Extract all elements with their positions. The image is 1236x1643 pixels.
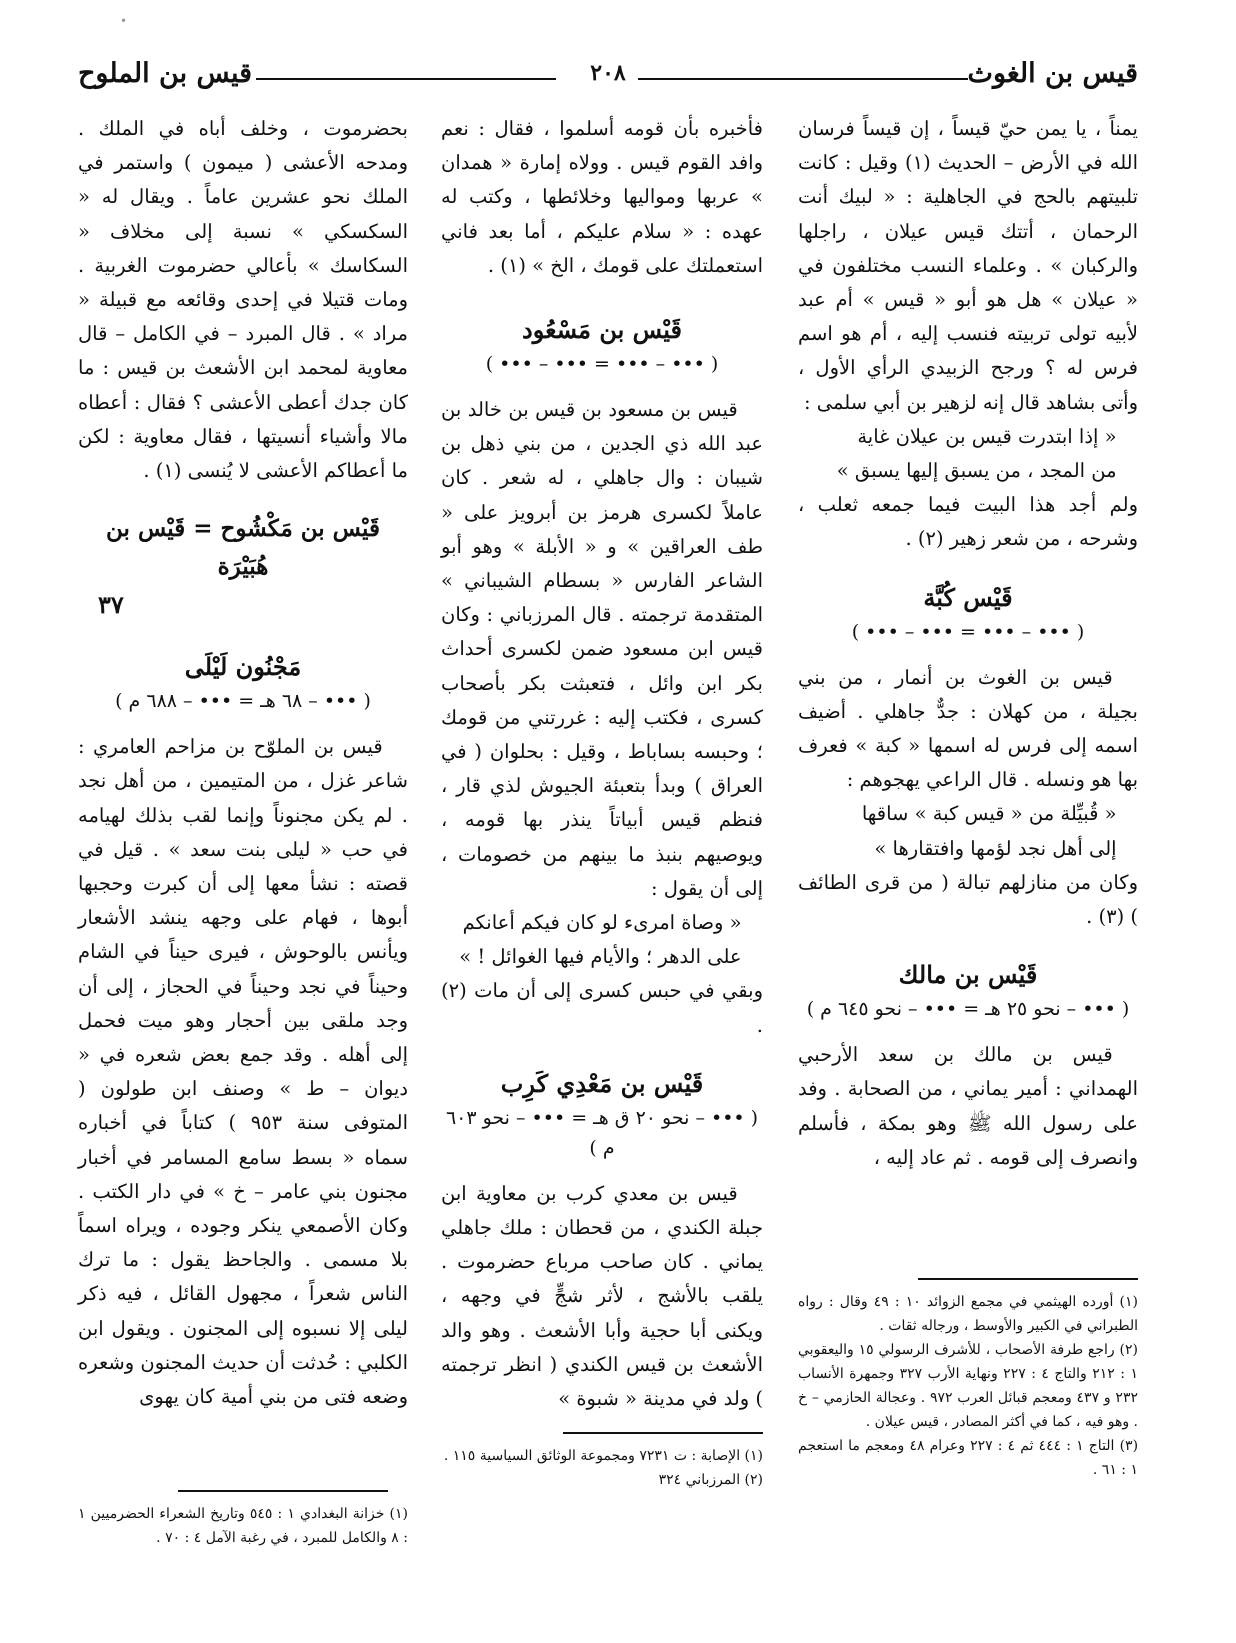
verse-line: على الدهر ؛ والأيام فيها الغوائل ! » — [459, 945, 742, 969]
column-right — [798, 112, 1138, 1175]
footnote-rule — [178, 1490, 388, 1492]
entry-dates: ( ••• – ٦٨ هـ = ••• – ٦٨٨ م ) — [115, 690, 371, 713]
footnotes-middle — [441, 1444, 763, 1492]
entry-title: قَيْس بن مَعْدِي كَرِب — [500, 1068, 704, 1098]
cross-reference: قَيْس بن مَكْشُوح = قَيْس بن هُبَيْرَة — [106, 515, 380, 581]
verse-line: إلى أهل نجد لؤمها وافتقارها » — [874, 836, 1117, 860]
header-rule-left — [256, 78, 556, 80]
entry-title: مَجْنُون لَيْلَى — [184, 652, 302, 682]
verse-line: « إذا ابتدرت قيس بن عيلان غاية — [857, 424, 1117, 448]
entry-dates: ( ••• – ••• = ••• – ••• ) — [851, 620, 1085, 643]
entry-title: قَيْس بن مَسْعُود — [522, 315, 682, 345]
footnote: (١) خزانة البغدادي ١ : ٥٤٥ وتاريخ الشعراء الحضرميين ١ : ٨ والكامل للمبرد ، في رغبة الآمل ٤ : ٧٠ . — [78, 1506, 408, 1546]
paragraph: وكان من منازلهم تبالة ( من قرى الطائف ) (٣) . — [798, 870, 1138, 929]
column-middle — [441, 112, 763, 1416]
footnote: (١) أورده الهيثمي في مجمع الزوائد ١٠ : ٤٩ وقال : رواه الطبراني في الكبير والأوسط ، ورجاله ثقات . — [798, 1294, 1138, 1334]
paragraph: وبقي في حبس كسرى إلى أن مات (٢) . — [441, 979, 763, 1037]
running-head-left: قيس بن الملوح — [78, 58, 252, 89]
entry-dates: ( ••• – نحو ٢٠ ق هـ = ••• – نحو ٦٠٣ م ) — [445, 1106, 759, 1159]
column-left — [78, 112, 408, 1414]
entry-dates: ( ••• – نحو ٢٥ هـ = ••• – نحو ٦٤٥ م ) — [806, 998, 1130, 1021]
entry-title: قَيْس بن مالك — [898, 960, 1038, 990]
running-head-right: قيس بن الغوث — [967, 58, 1138, 89]
footnote-rule — [918, 1278, 1138, 1280]
entry-text: قيس بن مالك بن سعد الأرحبي الهمداني : أمير يماني ، من الصحابة . وفد على رسول الله ﷺ وهو بمكة ، فأسلم وانصرف إلى قومه . ثم عاد إليه ، — [798, 1043, 1138, 1169]
entry-text: قيس بن الغوث بن أنمار ، من بني بجيلة ، من كهلان : جدٌّ جاهلي . أضيف اسمه إلى فرس له اسمها « كبة » فعرف بها هو ونسله . قال الراعي يهجوهم : — [798, 665, 1138, 792]
verse-line: من المجد ، من يسبق إليها يسبق » — [836, 459, 1117, 483]
header-rule-right — [638, 78, 968, 80]
footnote: (٢) راجع طرفة الأصحاب ، للأشرف الرسولي ١٥ واليعقوبي ١ : ٢١٢ والتاج ٤ : ٢٢٧ ونهاية الأرب ٣٢٧ وجمهرة الأنساب ٢٣٢ و ٤٣٧ ومعجم قبائل العرب ٩٧٢ . وعجالة الحازمي – خ . وهو فيه ، كما في أكثر المصادر ، قيس عيلان . — [798, 1342, 1138, 1430]
continued-text: فأخبره بأن قومه أسلموا ، فقال : نعم وافد القوم قيس . وولاه إمارة « همدان » عربها ومواليها وخلائطها ، وكتب له عهده : « سلام عليكم ، أما بعد فاني استعملتك على قومك ، الخ » (١) . — [441, 117, 763, 277]
entry-text: قيس بن مسعود بن قيس بن خالد بن عبد الله ذي الجدين ، من بني ذهل بن شيبان : وال جاهلي ، له شعر . كان عاملاً لكسرى هرمز بن أبرويز على « طف العراقين » و « الأبلة » وهو أبو الشاعر الفارس « بسطام الشيباني » المتقدمة ترجمته . قال المرزباني : وكان قيس ابن مسعود ضمن لكسرى أحداث بكر ابن وائل ، فتعبثت بكر بأصحاب كسرى ، فكتب إليه : غررتني من قومك ؛ وحبسه بساباط ، وقيل : بحلوان ( في العراق ) وبدأ بتعبئة الجيوش لذي قار ، فنظم قيس أبياتاً ينذر بها قومه ، ويوصيهم بنبذ ما بينهم من خصومات ، إلى أن يقول : — [441, 398, 763, 900]
page-header — [78, 58, 1138, 92]
continued-text: يمناً ، يا يمن حيّ قيساً ، إن قيساً فرسان الله في الأرض – الحديث (١) وقيل : كانت تلبيتهم بالحج في الجاهلية : « لبيك أنت الرحمان ، أتتك قيس عيلان ، راجلها والركبان » . وعلماء النسب مختلفون في « عيلان » هل هو أبو « قيس » أم عبد لأبيه تولى تربيته فنسب إليه ، أم هو اسم فرس له ؟ ورجح الزبيدي الرأي الأول ، وأتى بشاهد قال إنه لزهير بن أبي سلمى : — [798, 117, 1139, 414]
footnotes-left — [78, 1502, 408, 1550]
entry-text: قيس بن معدي كرب بن معاوية ابن جبلة الكندي ، من قحطان : ملك جاهلي يماني . كان صاحب مرباع حضرموت . يلقب بالأشج ، لأثر شجٍّ في وجهه ، ويكنى أبا حجية وأبا الأشعث . وهو والد الأشعث بن قيس الكندي ( انظر ترجمته ) ولد في مدينة « شبوة » — [441, 1181, 763, 1411]
footnotes-right — [798, 1290, 1138, 1482]
footnote: (١) الإصابة : ت ٧٢٣١ ومجموعة الوثائق السياسية ١١٥ . — [443, 1448, 763, 1464]
footnote-rule — [563, 1432, 763, 1434]
continued-text: بحضرموت ، وخلف أباه في الملك . ومدحه الأعشى ( ميمون ) واستمر في الملك نحو عشرين عاماً . ويقال له « السكسكي » نسبة إلى مخلاف « السكاسك » بأعالي حضرموت الغربية . ومات قتيلا في إحدى وقائعه مع قبيلة « مراد » . قال المبرد – في الكامل – قال معاوية لمحمد ابن الأشعث بن قيس : ما كان جدك أعطى الأعشى ؟ فقال : أعطاه مالا وأشياء أنسيتها ، فقال معاوية : لكن ما أعطاكم الأعشى لا يُنسى (١) . — [78, 117, 408, 483]
verse-line: « قُبيِّلة من « قيس كبة » ساقها — [861, 802, 1117, 826]
scan-mark: • — [120, 14, 128, 28]
entry-dates: ( ••• – ••• = ••• – ••• ) — [485, 353, 719, 376]
entry-text: قيس بن الملوّح بن مزاحم العامري : شاعر غزل ، من المتيمين ، من أهل نجد . لم يكن مجنوناً وإنما لقب بذلك لهيامه في حب « ليلى بنت سعد » . قيل في قصته : نشأ معها إلى أن كبرت وحجبها أبوها ، فهام على وجهه ينشد الأشعار ويأنس بالوحوش ، فيرى حيناً في الشام وحيناً في نجد وحيناً في الحجاز ، إلى أن وجد ملقى بين أحجار وهو ميت فحمل إلى أهله . وقد جمع بعض شعره في « ديوان – ط » وصنف ابن طولون ( المتوفى سنة ٩٥٣ ) كتاباً في أخباره سماه « بسط سامع المسامر في أخبار مجنون بني عامر – خ » في دار الكتب . وكان الأصمعي ينكر وجوده ، ويراه اسماً بلا مسمى . والجاحظ يقول : ما ترك الناس شعراً ، مجهول القائل ، فيه ذكر ليلى إلا نسبوه إلى المجنون . ويقول ابن الكلبي : حُدثت أن حديث المجنون وشعره وضعه فتى من بني أمية كان يهوى — [78, 735, 408, 1409]
cross-reference-number: ٣٧ — [98, 590, 124, 620]
verse-line: « وصاة امرىء لو كان فيكم أعانكم — [462, 911, 742, 935]
page-number: ٢٠٨ — [582, 60, 633, 86]
entry-title: قَيْس كُبَّة — [923, 582, 1013, 612]
footnote: (٣) التاج ١ : ٤٤٤ ثم ٤ : ٢٢٧ وعرام ٤٨ ومعجم ما استعجم ١ : ٦١ . — [798, 1438, 1139, 1478]
paragraph: ولم أجد هذا البيت فيما جمعه ثعلب ، وشرحه ، من شعر زهير (٢) . — [798, 493, 1138, 551]
footnote: (٢) المرزباني ٣٢٤ — [658, 1472, 763, 1488]
